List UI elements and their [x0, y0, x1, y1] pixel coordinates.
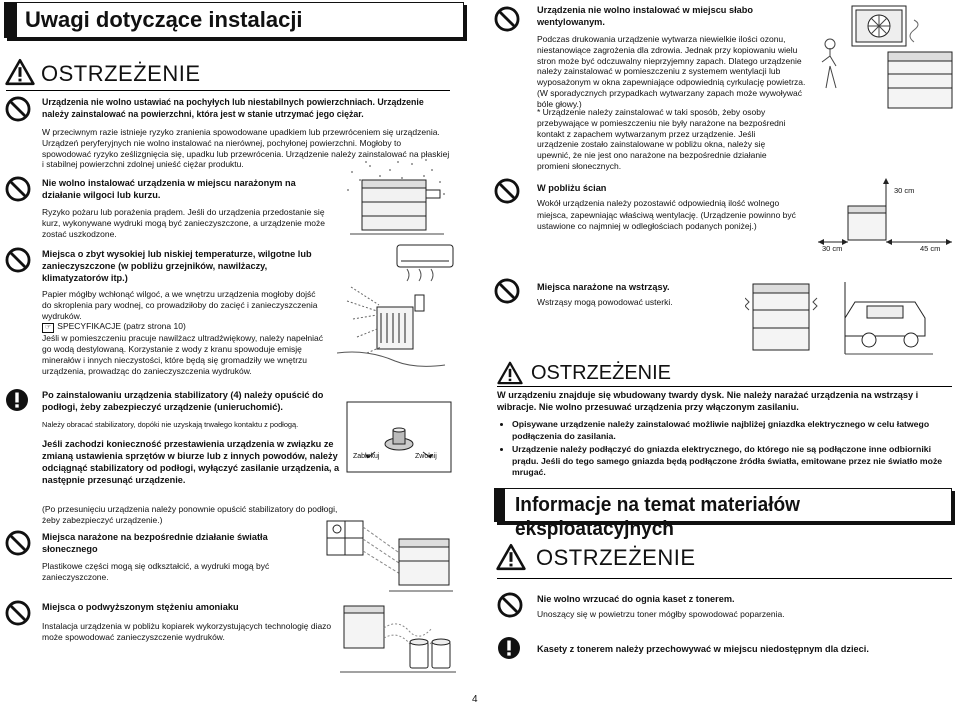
- warning2-bullet-list: [497, 419, 952, 481]
- prohibition-icon: [5, 96, 31, 122]
- vibration-illustration: [745, 262, 935, 357]
- prohibition-icon: [494, 6, 520, 32]
- wall-body-text: Wokół urządzenia należy pozostawić odpowiednią ilość wolnego miejsca, zapewniając właściwą wentylację. (Urządzenie powinno być ustawione co najmniej w odległościach podanych poniżej.): [537, 198, 796, 231]
- warning1-body-text: W przeciwnym razie istnieje ryzyko zranienia spowodowane upadkiem lub przewróceniem się urządzenia. Urządzeń peryferyjnych nie wolno instalować na nierównej, pochyłonej powierzchni. Mogłoby to spowodować ryzyko ześlizgnięcia się, upadku lub przewrócenia. Urządzenie należy zainstalować na płaskiej i stabilnej powierzchni zdolnej unieść ciężar produktu.: [42, 127, 450, 170]
- prohibition-icon: [5, 600, 31, 626]
- ventilation-illustration: [818, 2, 958, 112]
- temperature-bold-text: Miejsca o zbyt wysokiej lub niskiej temperaturze, wilgotne lub zanieczyszczone (w pobliżu grzejników, nawilżaczy, klimatyzatorów itp.): [42, 249, 312, 283]
- page-title: Uwagi dotyczące instalacji: [25, 7, 303, 32]
- ventilation-bold-text: Urządzenia nie wolno instalować w miejscu słabo wentylowanym.: [537, 5, 753, 27]
- ventilation-note-text: * Urządzenie należy zainstalować w taki sposób, żeby osoby przebywające w pomieszczeniu nie były narażone na bezpośredni kontakt z zapachem wytwarzanym przez urządzenie. Jeśli urządzenie zostało zainstalowane w pobliżu okna, należy się upewnić, że nie jest ono narażone na bezpośrednie działanie promieni słonecznych.: [537, 107, 786, 171]
- fire-body-text: Unoszący się w powietrzu toner mógłby spowodować poparzenia.: [537, 609, 785, 619]
- stabilizer-unlock-label: Zwolnij: [415, 453, 437, 460]
- ammonia-bold-text: Miejsca o podwyższonym stężeniu amoniaku: [42, 602, 239, 612]
- consumables-banner: [494, 488, 952, 540]
- stabilizer-illustration: [345, 400, 455, 478]
- ventilation-body-text: Podczas drukowania urządzenie wytwarza niewielkie ilości ozonu, niestanowiące zagrożenia dla zdrowia. Jednak przy kopiowaniu wielu stron może być odczuwalny nieprzyjemny zapach. Dlatego urządzenie należy zainstalować w pomieszczeniu z systemem wentylacji lub wyposażonym w okna zapewniające odpowiednią cyrkulację powietrza. (W sporadycznych przypadkach wytwarzany zapach może wywoływać bóle głowy.): [537, 34, 806, 109]
- kids-bold-text: Kasety z tonerem należy przechowywać w miejscu niedostępnym dla dzieci.: [537, 644, 869, 654]
- stabilizer-small-text: Należy obracać stabilizatory, dopóki nie uzyskają trwałego kontaktu z podłogą.: [42, 420, 299, 429]
- specification-reference: [42, 321, 322, 333]
- prohibition-icon: [497, 592, 523, 618]
- sunlight-body-text: Plastikowe części mogą się odkształcić, a wydruki mogą być zanieczyszczone.: [42, 561, 270, 582]
- warning-heading-text: OSTRZEŻENIE: [531, 362, 672, 384]
- sunlight-illustration: [325, 517, 455, 595]
- prohibition-icon: [5, 176, 31, 202]
- prohibition-icon: [494, 178, 520, 204]
- fire-bold-text: Nie wolno wrzucać do ognia kaset z tonerem.: [537, 594, 735, 604]
- header-accent-bar: [5, 3, 17, 37]
- list-item: • Opisywane urządzenie należy zainstalować możliwie najbliżej gniazdka elektrycznego w celu łatwego podłączenia do zasilania.: [512, 419, 952, 442]
- warning-heading-text: OSTRZEŻENIE: [41, 61, 201, 86]
- vibration-body-text: Wstrząsy mogą powodować usterki.: [537, 297, 673, 307]
- warning-heading-text: OSTRZEŻENIE: [536, 545, 696, 570]
- section-header-banner: [4, 2, 464, 38]
- warning-triangle-icon: [5, 58, 35, 86]
- sunlight-bold-text: Miejsca narażone na bezpośrednie działanie światła słonecznego: [42, 532, 268, 554]
- mandatory-icon: [5, 388, 29, 412]
- wall-bold-text: W pobliżu ścian: [537, 183, 607, 193]
- vibration-bold-text: Miejsca narażone na wstrząsy.: [537, 282, 670, 292]
- stabilizer-body2-text: (Po przesunięciu urządzenia należy ponownie opuścić stabilizatory do podłogi, żeby zabezpieczyć urządzenie.): [42, 504, 338, 525]
- hand-pointer-icon: ☞: [42, 323, 54, 333]
- temperature-body2-text: Jeśli w pomieszczeniu pracuje nawilżacz ultradźwiękowy, należy napełniać go wodą destylowaną. Korzystanie z wody z kranu spowoduje emisję minerałów i innych nieczystości, które będą się gromadziły we wnętrzu urządzenia, prowadząc do zanieczyszczenia wydruków.: [42, 333, 323, 376]
- prohibition-icon: [5, 530, 31, 556]
- temperature-body1-text: Papier mógłby wchłonąć wilgoć, a we wnętrzu urządzenia mogłoby dojść do skroplenia pary wodnej, co prowadziłoby do zacięć i zanieczyszczenia wydruków.: [42, 289, 318, 321]
- clearance-left-label: 30 cm: [822, 244, 843, 253]
- clearance-diagram: [816, 176, 956, 256]
- warning2-bold-text: W urządzeniu znajduje się wbudowany twardy dysk. Nie należy narażać urządzenia na wstrząsy i wibracje. Nie wolno przesuwać urządzenia przy włączonym zasilaniu.: [497, 390, 919, 412]
- specification-reference-text: SPECYFIKACJE (patrz strona 10): [57, 321, 186, 331]
- header-accent-bar: [495, 489, 505, 521]
- list-item: • Urządzenie należy podłączyć do gniazda elektrycznego, do którego nie są podłączone inne odbiorniki prądu. Jeśli do tego samego gniazda będą podłączone źródła światła, emitowane przez nie światło może mrugać.: [512, 444, 952, 479]
- clearance-top-label: 30 cm: [894, 186, 915, 195]
- heater-humidifier-illustration: [337, 243, 455, 373]
- mandatory-icon: [497, 636, 521, 660]
- warning-triangle-icon: [496, 543, 526, 571]
- warning-divider: [497, 386, 952, 387]
- page-number: 4: [472, 694, 478, 705]
- warning-divider: [497, 578, 952, 579]
- warning-divider: [6, 90, 450, 91]
- warning-triangle-icon: [497, 361, 523, 385]
- warning1-bold-text: Urządzenia nie wolno ustawiać na pochyłych lub niestabilnych powierzchniach. Urządzenie należy zainstalować na powierzchni, która jest w stanie utrzymać jego ciężar.: [42, 97, 424, 119]
- humidity-body-text: Ryzyko pożaru lub porażenia prądem. Jeśli do urządzenia przedostanie się kurz, wykonywane wydruki mogą być zanieczyszczone, a urządzenie może zostać uszkodzone.: [42, 207, 325, 239]
- ammonia-body-text: Instalacja urządzenia w pobliżu kopiarek wykorzystujących technologię diazo może spowodować zanieczyszczenie wydruków.: [42, 621, 332, 642]
- prohibition-icon: [5, 247, 31, 273]
- stabilizer-bold-text: Po zainstalowaniu urządzenia stabilizatory (4) należy opuścić do podłogi, żeby zabezpieczyć urządzenie (unieruchomić).: [42, 390, 324, 412]
- stabilizer-bold2-text: Jeśli zachodzi konieczność przestawienia urządzenia w związku ze zmianą ustawienia sprzętów w biurze lub z innych powodów, należy odciągnąć stabilizatory od podłogi, wyłączyć zasilanie urządzenia, a następnie przesunąć urządzenie.: [42, 439, 340, 485]
- dusty-printer-illustration: [340, 158, 452, 238]
- consumables-title: Informacje na temat materiałów eksploatacyjnych: [515, 493, 801, 540]
- ammonia-illustration: [338, 598, 458, 676]
- clearance-right-label: 45 cm: [920, 244, 941, 253]
- humidity-bold-text: Nie wolno instalować urządzenia w miejscu narażonym na działanie wilgoci lub kurzu.: [42, 178, 296, 200]
- stabilizer-lock-label: Zablokuj: [353, 453, 380, 460]
- prohibition-icon: [494, 278, 520, 304]
